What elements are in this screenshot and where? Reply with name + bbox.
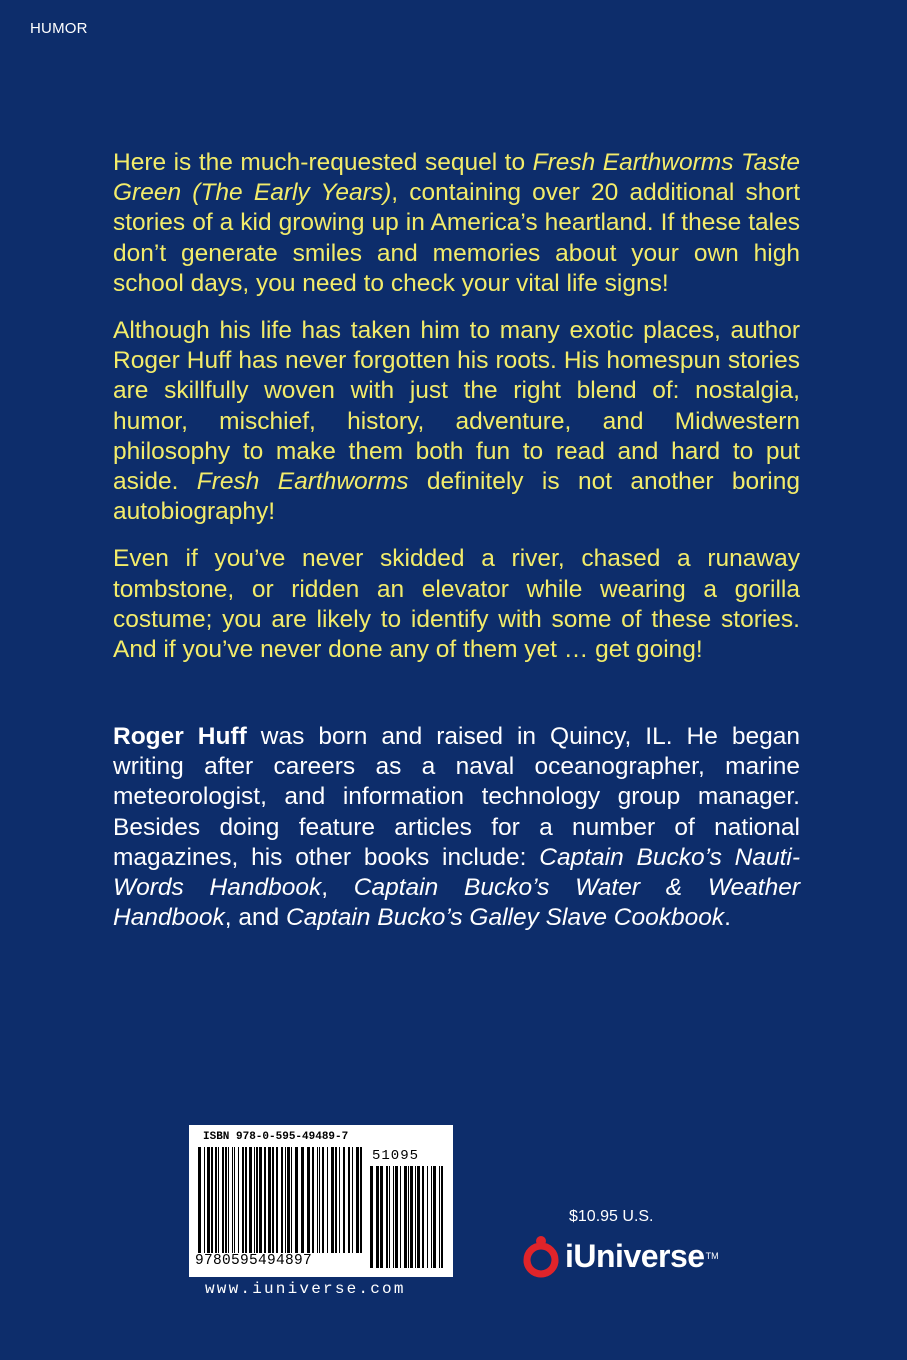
barcode-bar — [427, 1166, 428, 1268]
blurb-paragraph-3: Even if you’ve never skidded a river, chased a runaway tombstone, or ridden an elevator while wearing a gorilla costume; you are likely to identify with some of these stories. And if you’ve never done any of them yet … get going! — [113, 545, 800, 664]
barcode-bar — [211, 1147, 213, 1253]
publisher-logo-block — [521, 1234, 719, 1278]
ean-digits: 9780595494897 — [195, 1253, 313, 1269]
barcode-bar — [234, 1147, 235, 1253]
barcode-bar — [249, 1147, 252, 1253]
blurb-paragraph-2: Although his life has taken him to many exotic places, author Roger Huff has never forgotten his roots. His homespun stories are skillfully woven with just the right blend of: nostalgia, humor, mischief, history, adventure, and Midwestern philosophy to make them both fun to read and hard to put aside. Fresh Earthworms definitely is not another boring autobiography! — [113, 317, 800, 526]
barcode-bar — [287, 1147, 290, 1253]
barcode-bar — [268, 1147, 271, 1253]
trademark-symbol: TM — [705, 1251, 719, 1261]
barcode-bar — [331, 1147, 334, 1253]
barcode-bar — [352, 1147, 353, 1253]
barcode-bar — [386, 1166, 388, 1268]
barcode-bar — [232, 1147, 233, 1253]
author-bio-paragraph: Roger Huff was born and raised in Quincy, IL. He began writing after careers as a naval oceanographer, marine meteorologist, and information technology group manager. Besides doing feature articles for a number of national magazines, his other books include: Captain Bucko’s Nauti-Words Handbook, Captain Bucko’s Water & Weather Handbook, and Captain Bucko’s Galley Slave Cookbook. — [113, 723, 800, 932]
isbn-number: ISBN 978-0-595-49489-7 — [203, 1131, 349, 1143]
isbn-barcode — [189, 1125, 453, 1277]
barcode-bar — [285, 1147, 286, 1253]
barcode-bar — [301, 1147, 304, 1253]
barcode-bar — [343, 1147, 345, 1253]
barcode-bar — [360, 1147, 362, 1253]
book-title-reference: Fresh Earthworms Taste Green (The Early Years) — [113, 149, 800, 207]
category-label: HUMOR — [30, 20, 88, 37]
barcode-bar — [238, 1147, 239, 1253]
barcode-bar — [439, 1166, 440, 1268]
barcode-bar — [272, 1147, 274, 1253]
barcode-bar — [389, 1166, 390, 1268]
barcode-bars — [197, 1147, 363, 1253]
barcode-bar — [207, 1147, 210, 1253]
barcode-bar — [322, 1147, 324, 1253]
barcode-bar — [204, 1147, 205, 1253]
barcode-bar — [395, 1166, 398, 1268]
barcode-bar — [376, 1166, 379, 1268]
barcode-bar — [225, 1147, 227, 1253]
barcode-bar — [393, 1166, 394, 1268]
barcode-bar — [327, 1147, 328, 1253]
barcode-bar — [228, 1147, 229, 1253]
barcode-bar — [222, 1147, 224, 1253]
book-title-reference: Captain Bucko’s Nauti-Words Handbook — [113, 843, 800, 902]
barcode-bar — [259, 1147, 262, 1253]
publisher-website: www.iuniverse.com — [205, 1280, 406, 1298]
barcode-bar — [348, 1147, 350, 1253]
barcode-addon-bars — [369, 1166, 445, 1268]
barcode-bar — [281, 1147, 283, 1253]
barcode-bar — [312, 1147, 314, 1253]
book-blurb — [113, 148, 800, 682]
barcode-bar — [415, 1166, 416, 1268]
price-code: 51095 — [372, 1148, 420, 1164]
barcode-bar — [295, 1147, 298, 1253]
barcode-bar — [380, 1166, 383, 1268]
blurb-paragraph-1: Here is the much-requested sequel to Fresh Earthworms Taste Green (The Early Years), containing over 20 additional short stories of a kid growing up in America’s heartland. If these tales don’t generate smiles and memories about your own high school days, you need to check your vital life signs! — [113, 149, 801, 297]
barcode-bar — [198, 1147, 201, 1253]
barcode-bar — [218, 1147, 219, 1253]
barcode-bar — [317, 1147, 318, 1253]
barcode-bar — [408, 1166, 409, 1268]
barcode-bar — [433, 1166, 436, 1268]
barcode-bar — [276, 1147, 278, 1253]
barcode-bar — [245, 1147, 247, 1253]
barcode-bar — [335, 1147, 337, 1253]
barcode-bar — [254, 1147, 255, 1253]
barcode-bar — [431, 1166, 432, 1268]
barcode-bar — [264, 1147, 266, 1253]
barcode-bar — [410, 1166, 413, 1268]
book-title-reference: Captain Bucko’s Water & Weather Handbook — [113, 874, 800, 932]
author-name: Roger Huff — [113, 723, 247, 750]
barcode-bar — [404, 1166, 407, 1268]
barcode-bar — [417, 1166, 420, 1268]
barcode-bar — [422, 1166, 424, 1268]
barcode-bar — [339, 1147, 340, 1253]
author-bio — [113, 722, 800, 933]
barcode-bar — [441, 1166, 443, 1268]
barcode-bar — [319, 1147, 320, 1253]
price-label: $10.95 U.S. — [569, 1208, 654, 1225]
publisher-name: iUniverse — [565, 1237, 705, 1274]
barcode-bar — [256, 1147, 258, 1253]
barcode-bar — [400, 1166, 401, 1268]
barcode-bar — [307, 1147, 310, 1253]
barcode-bar — [356, 1147, 359, 1253]
iuniverse-logo-icon — [521, 1234, 561, 1278]
barcode-bar — [215, 1147, 217, 1253]
barcode-bar — [370, 1166, 373, 1268]
book-title-reference: Fresh Earthworms — [196, 468, 409, 496]
barcode-bar — [291, 1147, 292, 1253]
barcode-bar — [242, 1147, 244, 1253]
book-title-reference: Captain Bucko’s Galley Slave Cookbook — [286, 904, 725, 932]
